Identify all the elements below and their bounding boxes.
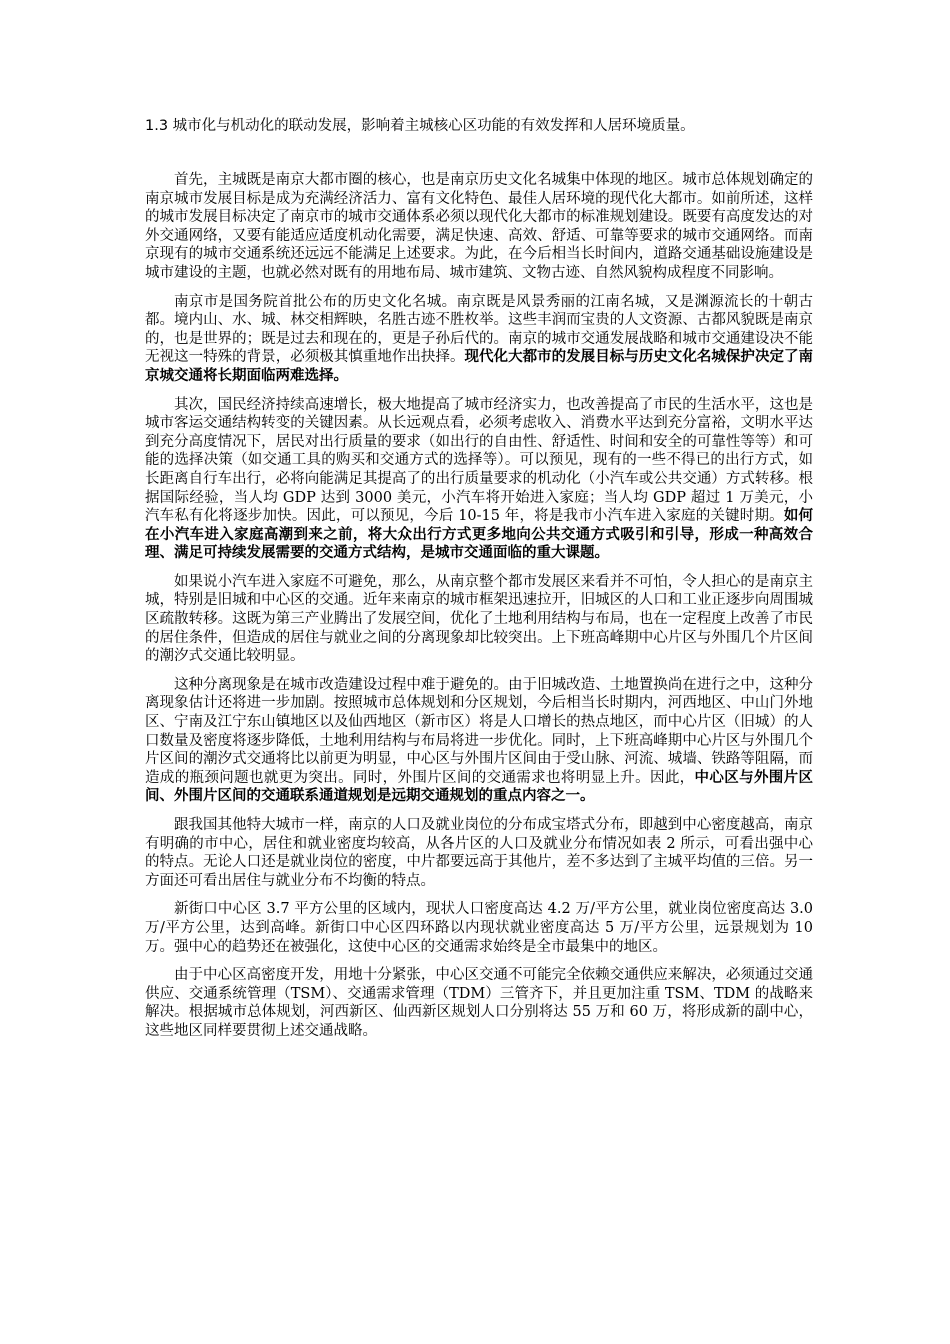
paragraph-3 — [145, 396, 813, 563]
paragraph-emphasis: 中心区与外围片区间、外围片区间的交通联系通道规划是远期交通规划的重点内容之一。 — [145, 769, 813, 805]
paragraph-5 — [145, 676, 813, 806]
paragraph-text: 首先，主城既是南京大都市圈的核心，也是南京历史文化名城集中体现的地区。城市总体规划确定的南京城市发展目标是成为充满经济活力、富有文化特色、最佳人居环境的现代化大都市。如前所述，这样的城市发展目标决定了南京市的城市交通体系必须以现代化大都市的标准规划建设。既要有高度发达的对外交通网络，又要有能适应适度机动化需要，满足快速、高效、舒适、可靠等要求的城市交通网络。而南京现有的城市交通系统还远远不能满足上述要求。为此，在今后相当长时间内，道路交通基础设施建设是城市建设的主题，也就必然对既有的用地布局、城市建筑、文物古迹、自然风貌构成程度不同影响。 — [145, 172, 813, 281]
section-heading: 1.3 城市化与机动化的联动发展，影响着主城核心区功能的有效发挥和人居环境质量。 — [145, 118, 695, 134]
paragraph-7 — [145, 900, 813, 956]
paragraph-8 — [145, 966, 813, 1040]
paragraph-text: 这种分离现象是在城市改造建设过程中难于避免的。由于旧城改造、土地置换尚在进行之中，这种分离现象估计还将进一步加剧。按照城市总体规划和分区规划，今后相当长时期内，河西地区、中山门外地区、宁南及江宁东山镇地区以及仙西地区（新市区）将是人口增长的热点地区，而中心片区（旧城）的人口数量及密度将逐步降低，土地利用结构与布局将进一步优化。同时，上下班高峰期中心片区与外围几个片区间的潮汐式交通将比以前更为明显，中心区与外围片区间由于受山脉、河流、城墙、铁路等阻隔，而造成的瓶颈问题也就更为突出。同时，外围片区间的交通需求也将明显上升。因此， — [145, 676, 813, 786]
paragraph-emphasis: 现代化大都市的发展目标与历史文化名城保护决定了南京城交通将长期面临两难选择。 — [145, 349, 814, 384]
paragraph-text: 新街口中心区 3.7 平方公里的区域内，现状人口密度高达 4.2 万/平方公里，就业岗位密度高达 3.0 万/平方公里，达到高峰。新街口中心区四环路以内现状就业密度高达 5 万/平方公里，远景规划为 10 万。强中心的趋势还在被强化，这使中心区的交通需求始终是全市最集中的地区。 — [145, 901, 813, 955]
document-page — [145, 115, 813, 1051]
paragraph-2 — [145, 293, 813, 386]
paragraph-text: 其次，国民经济持续高速增长，极大地提高了城市经济实力，也改善提高了市民的生活水平，这也是城市客运交通结构转变的关键因素。从长远观点看，必须考虑收入、消费水平达到充分富裕，文明水平达到充分高度情况下，居民对出行质量的要求（如出行的自由性、舒适性、时间和安全的可靠性等等）和可能的选择决策（如交通工具的购买和交通方式的选择等）。可以预见，现有的一些不得已的出行方式，如长距离自行车出行，必将向能满足其提高了的出行质量要求的机动化（小汽车或公共交通）方式转移。根据国际经验，当人均 GDP 达到 3000 美元，小汽车将开始进入家庭；当人均 GDP 超过 1 万美元，小汽车私有化将逐步加快。因此，可以预见，今后 10-15 年，将是我市小汽车进入家庭的关键时期。 — [145, 396, 813, 525]
paragraph-1 — [145, 171, 813, 283]
paragraph-text: 跟我国其他特大城市一样，南京的人口及就业岗位的分布成宝塔式分布，即越到中心密度越高，南京有明确的市中心，居住和就业密度均较高，从各片区的人口及就业分布情况如表 2 所示，可看出强中心的特点。无论人口还是就业岗位的密度，中片都要远高于其他片，差不多达到了主城平均值的三倍。另一方面还可看出居住与就业分布不均衡的特点。 — [145, 817, 813, 889]
paragraph-text: 南京市是国务院首批公布的历史文化名城。南京既是风景秀丽的江南名城，又是渊源流长的十朝古都。境内山、水、城、林交相辉映，名胜古迹不胜枚举。这些丰润而宝贵的人文资源、古都风貌既是南京的，也是世界的；既是过去和现在的，更是子孙后代的。南京的城市交通发展战略和城市交通建设决不能无视这一特殊的背景，必须极其慎重地作出抉择。 — [145, 293, 813, 366]
paragraph-6 — [145, 816, 813, 890]
paragraph-emphasis: 如何在小汽车进入家庭高潮到来之前，将大众出行方式更多地向公共交通方式吸引和引导，形成一种高效合理、满足可持续发展需要的交通方式结构，是城市交通面临的重大课题。 — [145, 508, 814, 562]
paragraph-4 — [145, 573, 813, 666]
paragraph-text: 如果说小汽车进入家庭不可避免，那么，从南京整个都市发展区来看并不可怕，令人担心的是南京主城，特别是旧城和中心区的交通。近年来南京的城市框架迅速拉开，旧城区的人口和工业正逐步向周围城区疏散转移。这既为第三产业腾出了发展空间，优化了土地利用结构与布局，也在一定程度上改善了市民的居住条件，但造成的居住与就业之间的分离现象却比较突出。上下班高峰期中心片区与外围几个片区间的潮汐式交通比较明显。 — [145, 573, 813, 665]
paragraph-text: 由于中心区高密度开发，用地十分紧张，中心区交通不可能完全依赖交通供应来解决，必须通过交通供应、交通系统管理（TSM）、交通需求管理（TDM）三管齐下，并且更加注重 TSM、TDM 的战略来解决。根据城市总体规划，河西新区、仙西新区规划人口分别将达 55 万和 60 万，将形成新的副中心，这些地区同样要贯彻上述交通战略。 — [145, 967, 813, 1039]
